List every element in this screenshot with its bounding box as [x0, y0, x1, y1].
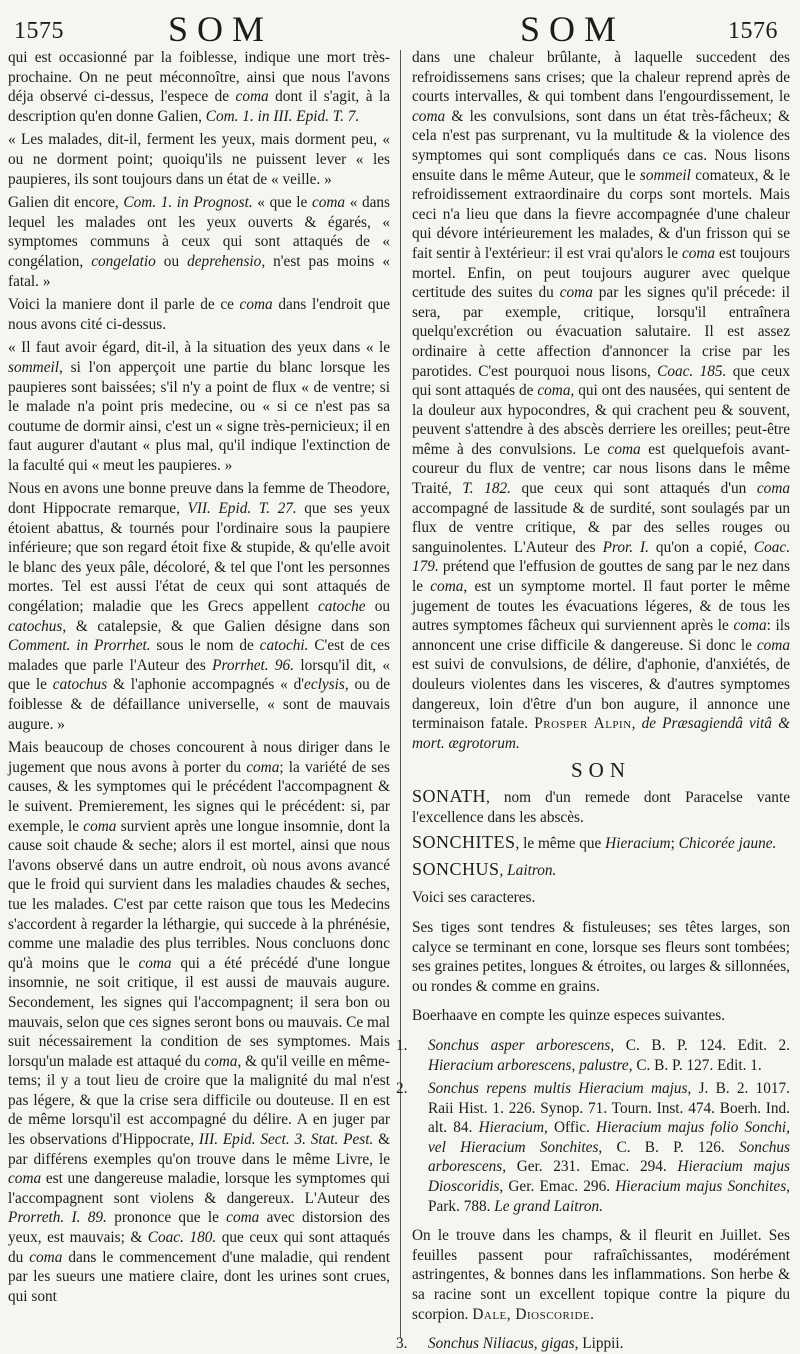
dictionary-entry: SONCHUS, Laitron.	[412, 858, 557, 879]
list-item: 2. Sonchus repens multis Hieracium majus, J. B. 2. 1017. Raii Hist. 1. 226. Synop. 71. Tourn. Inst. 474. Boerh. Ind. alt. 84. Hieracium, Offic. Hieracium majus folio Sonchi, vel Hieracium Sonchites, C. B. P. 126. Sonchus arborescens, Ger. 231. Emac. 294. Hieracium majus Dioscoridis, Ger. Emac. 296. Hieracium majus Sonchites, Park. 788. Le grand Laitron.	[396, 1080, 791, 1215]
page-number-left: 1575	[14, 18, 64, 44]
paragraph: Voici ses caracteres.	[412, 889, 536, 907]
dictionary-entry: SONCHITES, le même que Hieracium; Chicorée jaune.	[412, 832, 777, 853]
entry-headword: SONCHUS	[412, 858, 500, 879]
paragraph: On le trouve dans les champs, & il fleurit en Juillet. Ses feuilles passent pour rafraîchissantes, modérément astringentes, & bonnes dans les inflammations. Son herbe & sa racine sont un excellent topique contre la piqure du scorpion. Dale, Dioscoride.	[412, 1227, 790, 1323]
entry-headword: SONATH	[412, 785, 487, 806]
paragraph: Nous en avons une bonne preuve dans la femme de Theodore, dont Hippocrate remarque, VII. Epid. T. 27. que ses yeux étoient abattus, & tournés pour l'ordinaire sous la paupiere inférieure; que son regard étoit fixe & stupide, & qu'elle avoit le blanc des yeux pâle, décoloré, & tel que l'ont les personnes mortes. Tel est aussi l'état de ceux qui sont attaqués de congélation; maladie que les Grecs appellent catoche ou catochus, & catalepsie, & que Galien désigne dans son Comment. in Prorrhet. sous le nom de catochi. C'est de ces malades que parle l'Auteur des Prorrhet. 96. lorsqu'il dit, « que le catochus & l'aphonie accompagnés « d'eclysis, ou de foiblesse & de défaillance universelle, « sont de mauvais augure. »	[8, 480, 391, 733]
page-number-right: 1576	[728, 18, 778, 44]
paragraph: qui est occasionné par la foiblesse, indique une mort très-prochaine. On ne peut méconnoître, ainsi que nous l'avons déja observé ci-dessus, l'espece de coma dont il s'agit, à la description qu'en donne Galien, Com. 1. in III. Epid. T. 7.	[8, 49, 391, 125]
paragraph: Mais beaucoup de choses concourent à nous diriger dans le jugement que nous avons à porter du coma; la variété de ses causes, & les symptomes qui le précédent l'accompagnent & le suivent. Premierement, les signes qui le précédent: si, par exemple, le coma survient après une longue insomnie, dont la cause soit chaude & seche; alors il est mortel, ainsi que nous l'avons observé dans un autre endroit, où nous avons avancé que le froid qui survient dans les maladies chaudes & seches, tue les malades. C'est par cette raison que tous les Medecins s'accordent à regarder la léthargie, qui succede à la phrénésie, comme une maladie des plus terribles. Nous concluons donc qu'à moins que le coma qui a été précédé d'une longue insomnie, ne soit critique, il est aussi de mauvais augure. Secondement, les signes qui l'accompagnent; il sera bon ou mauvais, selon que ces signes seront bons ou mauvais. Ce mal suit nécessairement la condition de ses symptomes. Mais lorsqu'un malade est attaqué du coma, & qu'il veille en même-tems; il y a tout lieu de croire que la malignité du mal n'est pas légere, & que la crise sera difficile ou douteuse. Il en est de même lorsqu'il est accompagné du délire. A en juger par les observations d'Hippocrate, III. Epid. Sect. 3. Stat. Pest. & par différens exemples qu'on trouve dans le même Livre, le coma est une dangereuse maladie, lorsque les symptomes qui l'accompagnent sont violens & dangereux. L'Auteur des Prorreth. I. 89. prononce que le coma avec distorsion des yeux, est mauvais; & Coac. 180. que ceux qui sont attaqués du coma dans le commencement d'une maladie, qui rendent par les sueurs une matiere claire, dont les urines sont crues, qui sont	[8, 739, 391, 1305]
running-head-left: SOM	[168, 9, 274, 49]
author-citation: Prosper Alpin	[534, 715, 632, 733]
author-citation: Dale, Dioscoride.	[472, 1305, 595, 1323]
species-list	[396, 1334, 790, 1354]
quotation: « Il faut avoir égard, dit-il, à la situation des yeux dans « le sommeil, si l'on apperçoit une partie du blanc lorsque les paupieres sont baissées; s'il n'y a point de flux « de ventre; si le malade n'a point pris medecine, ou « si ce n'est pas sa coutume de dormir ainsi, c'est un « signe très-pernicieux; il en faut augurer d'autant « plus mal, qu'il indique l'extinction de la faculté qui « meut les paupieres. »	[8, 339, 390, 474]
dictionary-entry: SONATH, nom d'un remede dont Paracelse vante l'excellence dans les abscès.	[412, 785, 790, 826]
quotation: « Les malades, dit-il, ferment les yeux, mais dorment peu, « ou ne dorment point; quoiqu'ils ne puissent lever « les paupieres, ils sont toujours dans un état de « veille. »	[8, 131, 390, 188]
list-item: 3. Sonchus Niliacus, gigas, Lippii.	[396, 1335, 624, 1353]
left-column	[8, 48, 390, 1338]
entry-headword: SONCHITES	[412, 832, 516, 853]
list-item: 1. Sonchus asper arborescens, C. B. P. 124. Edit. 2. Hieracium arborescens, palustre, C. B. P. 127. Edit. 1.	[396, 1036, 790, 1074]
column-divider	[400, 50, 401, 1338]
running-head-right: SOM	[520, 9, 626, 49]
paragraph: Galien dit encore, Com. 1. in Prognost. « que le coma « dans lequel les malades ont les yeux ouverts & égarés, « symptomes communs à ceux qui sont attaqués de « congélation, congelatio ou deprehensio, n'est pas moins « fatal. »	[8, 194, 391, 290]
species-list	[396, 1036, 791, 1216]
paragraph: dans une chaleur brûlante, à laquelle succedent des refroidissemens sans crises; que la chaleur reprend après de courts intervalles, & qui tombent dans l'engourdissement, le coma & les convulsions, sont dans un état très-fâcheux; & cela n'est pas surprenant, vu la multitude & la violence des symptomes qui sont compliqués dans ce cas. Nous lisons ensuite dans le même Auteur, que le sommeil comateux, & le refroidissement extraordinaire du corps sont mortels. Mais ceci n'a lieu que dans la fievre accompagnée d'une chaleur qui dévore intérieurement les malades, & d'un frisson qui se fait sentir à l'extérieur: il est vrai qu'alors le coma est toujours mortel. Enfin, on peut toujours augurer avec quelque certitude des suites du coma par les signes qu'il précede: il sera, par exemple, critique, lorsqu'il entraînera quelqu'excrétion ou évacuation salutaire. Il est assez ordinaire à cette affection d'annoncer la crise par les parotides. C'est pourquoi nous lisons, Coac. 185. que ceux qui sont attaqués de coma, qui ont des nausées, qui sentent de la douleur aux hypocondres, & qui crachent peu & souvent, peuvent s'attendre à des abscès derriere les oreilles; peut-être même à des convulsions. Le coma est quelquefois avant-coureur du flux de ventre; car nous lisons dans le même Traité, T. 182. que ceux qui sont attaqués d'un coma accompagné de lassitude & de surdité, sont soulagés par un flux de ventre critique, & par des selles rouges ou sanguinolentes. L'Auteur des Pror. I. qu'on a copié, Coac. 179. prétend que l'effusion de gouttes de sang par le nez dans le coma, est un symptome mortel. Il faut porter le même jugement de toutes les évacuations légeres, & de tous les autres symptomes fâcheux qui surviennent après le coma: ils annoncent une crise difficile & dangereuse. Si donc le coma est suivi de convulsions, de délire, d'aphonie, d'anxiétés, de douleurs violentes dans les visceres, & d'autres symptomes dangereux, loin d'être d'un bon augure, il annonce une terminaison fatale. Prosper Alpin, de Præsagiendâ vitâ & mort. ægrotorum.	[412, 49, 791, 752]
right-column	[396, 48, 791, 1353]
section-heading: SON	[570, 758, 631, 783]
paragraph: Ses tiges sont tendres & fistuleuses; ses têtes larges, son calyce se terminant en cone, lorsque ses fleurs sont tombées; ses graines petites, longues & étroites, ou larges & sillonnées, ou rondes & comme en grains.	[412, 918, 790, 995]
paragraph: Boerhaave en compte les quinze especes suivantes.	[412, 1007, 726, 1025]
paragraph: Voici la maniere dont il parle de ce coma dans l'endroit que nous avons cité ci-dessus.	[8, 296, 391, 333]
